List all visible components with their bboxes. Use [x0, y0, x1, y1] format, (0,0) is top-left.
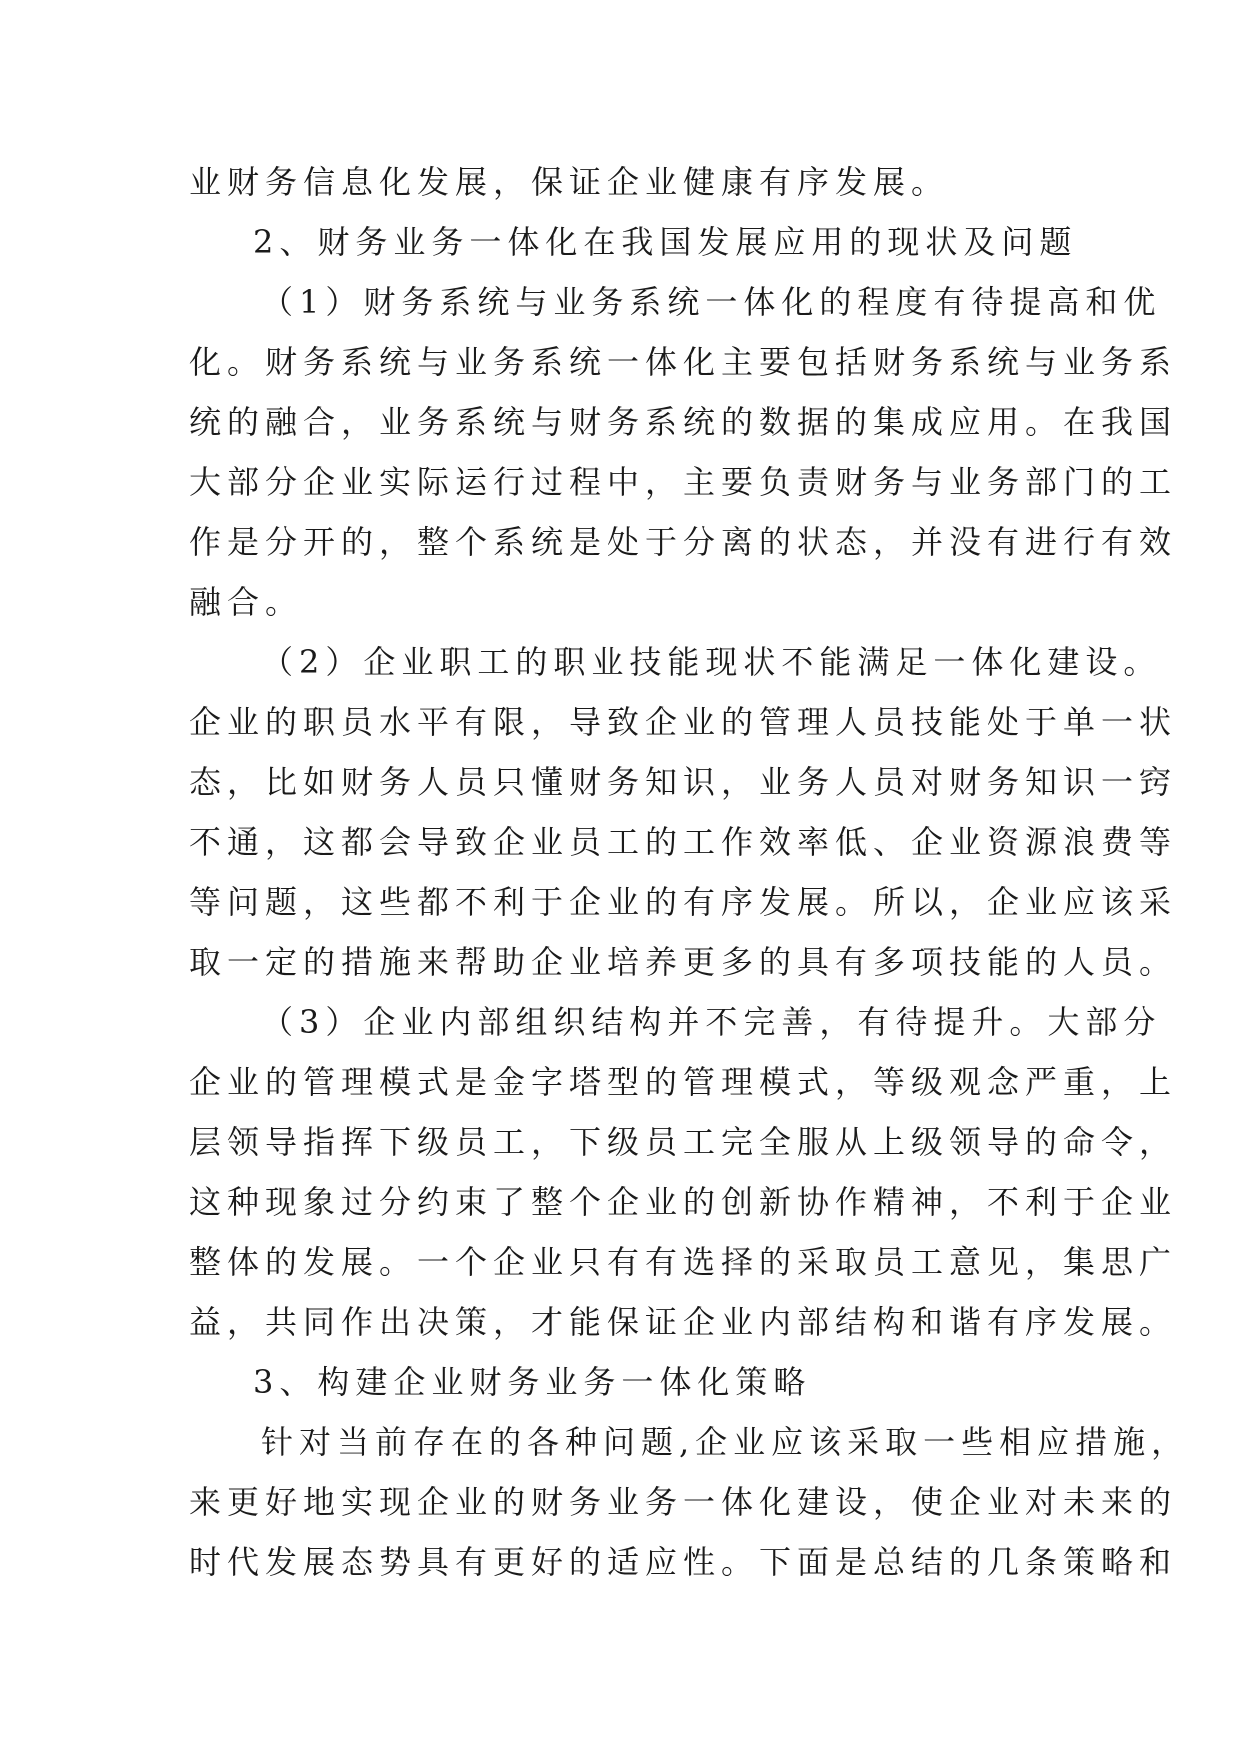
- text-line: 作是分开的，整个系统是处于分离的状态，并没有进行有效: [189, 523, 1178, 561]
- text-line: 来更好地实现企业的财务业务一体化建设，使企业对未来的: [189, 1483, 1178, 1521]
- text-line: 整体的发展。一个企业只有有选择的采取员工意见，集思广: [189, 1243, 1178, 1281]
- text-line: 统的融合，业务系统与财务系统的数据的集成应用。在我国: [189, 403, 1178, 441]
- text-line: 态，比如财务人员只懂财务知识，业务人员对财务知识一窍: [189, 763, 1178, 801]
- paragraph-first-line: （3）企业内部组织结构并不完善，有待提升。大部分: [261, 1003, 1162, 1041]
- paragraph-first-line: 针对当前存在的各种问题,企业应该采取一些相应措施，: [261, 1423, 1190, 1461]
- section-heading: 2、财务业务一体化在我国发展应用的现状及问题: [253, 223, 1078, 261]
- text-line: 层领导指挥下级员工，下级员工完全服从上级领导的命令，: [189, 1123, 1178, 1161]
- text-line: 不通，这都会导致企业员工的工作效率低、企业资源浪费等: [189, 823, 1178, 861]
- text-line: 企业的职员水平有限，导致企业的管理人员技能处于单一状: [189, 703, 1178, 741]
- text-line: 企业的管理模式是金字塔型的管理模式，等级观念严重，上: [189, 1063, 1178, 1101]
- body-text: [189, 152, 1190, 1592]
- text-line: 化。财务系统与业务系统一体化主要包括财务系统与业务系: [189, 343, 1178, 381]
- text-line: 等问题，这些都不利于企业的有序发展。所以，企业应该采: [189, 883, 1178, 921]
- text-line: 业财务信息化发展，保证企业健康有序发展。: [189, 163, 950, 201]
- text-line: 时代发展态势具有更好的适应性。下面是总结的几条策略和: [189, 1543, 1178, 1581]
- section-heading: 3、构建企业财务业务一体化策略: [253, 1363, 812, 1401]
- text-line: 这种现象过分约束了整个企业的创新协作精神，不利于企业: [189, 1183, 1178, 1221]
- text-line: 益，共同作出决策，才能保证企业内部结构和谐有序发展。: [189, 1303, 1178, 1341]
- paragraph-first-line: （2）企业职工的职业技能现状不能满足一体化建设。: [261, 643, 1162, 681]
- paragraph-first-line: （1）财务系统与业务系统一体化的程度有待提高和优: [261, 283, 1162, 321]
- text-line: 取一定的措施来帮助企业培养更多的具有多项技能的人员。: [189, 943, 1178, 981]
- text-line: 大部分企业实际运行过程中，主要负责财务与业务部门的工: [189, 463, 1178, 501]
- text-line: 融合。: [189, 583, 304, 621]
